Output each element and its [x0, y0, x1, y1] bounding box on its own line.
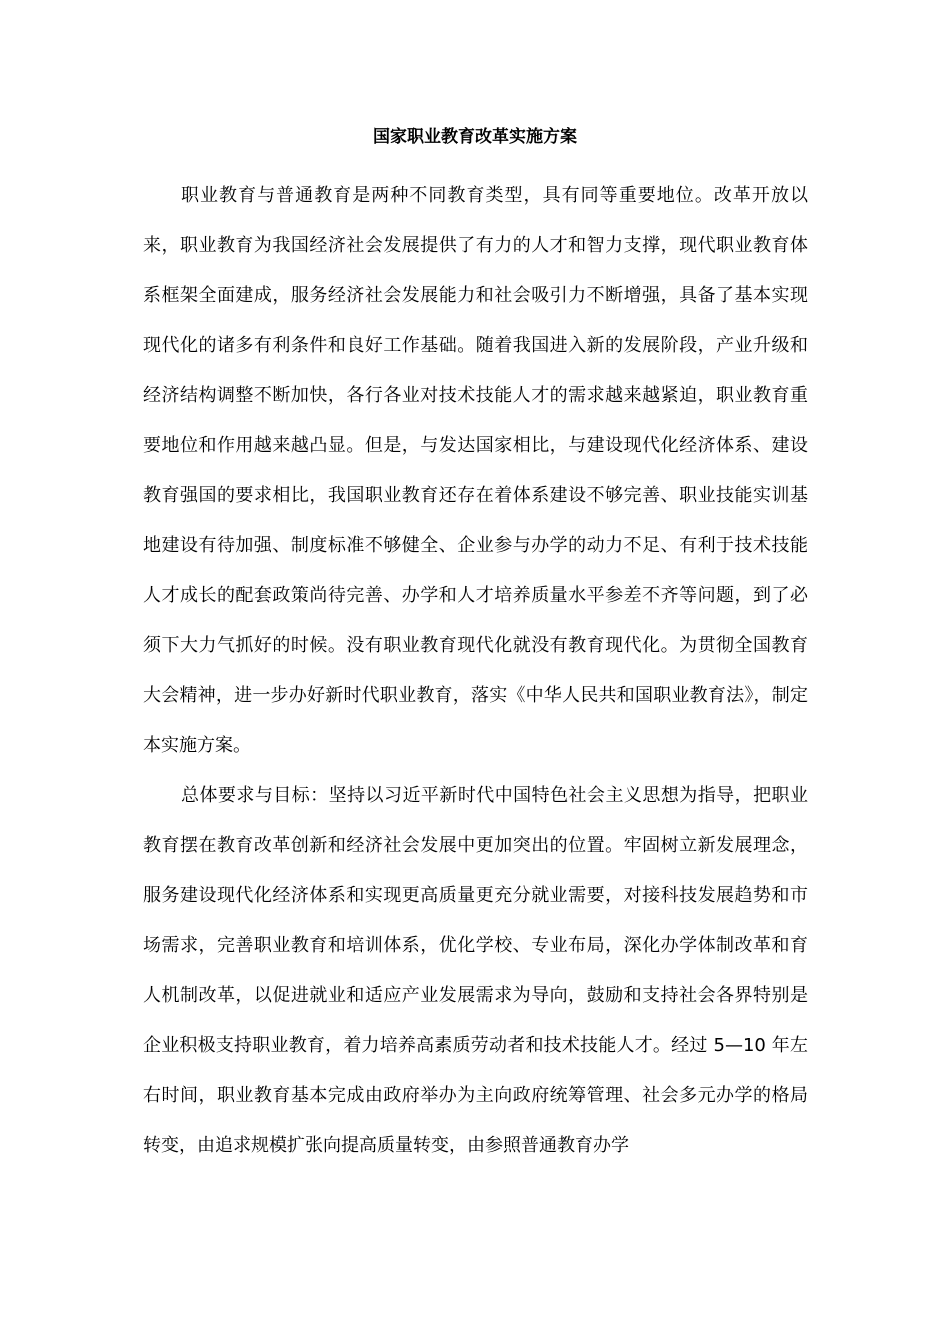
document-title: 国家职业教育改革实施方案: [373, 127, 577, 147]
paragraph-overall-requirements: 总体要求与目标：坚持以习近平新时代中国特色社会主义思想为指导，把职业教育摆在教育改革创新和经济社会发展中更加突出的位置。牢固树立新发展理念，服务建设现代化经济体系和实现更高质量更充分就业需要，对接科技发展趋势和市场需求，完善职业教育和培训体系，优化学校、专业布局，深化办学体制改革和育人机制改革，以促进就业和适应产业发展需求为导向，鼓励和支持社会各界特别是企业积极支持职业教育，着力培养高素质劳动者和技术技能人才。经过 5—10 年左右时间，职业教育基本完成由政府举办为主向政府统筹管理、社会多元办学的格局转变，由追求规模扩张向提高质量转变，由参照普通教育办学: [143, 785, 808, 1156]
document-body: [143, 171, 808, 1171]
paragraph-background: 职业教育与普通教育是两种不同教育类型，具有同等重要地位。改革开放以来，职业教育为我国经济社会发展提供了有力的人才和智力支撑，现代职业教育体系框架全面建成，服务经济社会发展能力和社会吸引力不断增强，具备了基本实现现代化的诸多有利条件和良好工作基础。随着我国进入新的发展阶段，产业升级和经济结构调整不断加快，各行各业对技术技能人才的需求越来越紧迫，职业教育重要地位和作用越来越凸显。但是，与发达国家相比，与建设现代化经济体系、建设教育强国的要求相比，我国职业教育还存在着体系建设不够完善、职业技能实训基地建设有待加强、制度标准不够健全、企业参与办学的动力不足、有利于技术技能人才成长的配套政策尚待完善、办学和人才培养质量水平参差不齐等问题，到了必须下大力气抓好的时候。没有职业教育现代化就没有教育现代化。为贯彻全国教育大会精神，进一步办好新时代职业教育，落实《中华人民共和国职业教育法》，制定本实施方案。: [143, 185, 808, 756]
